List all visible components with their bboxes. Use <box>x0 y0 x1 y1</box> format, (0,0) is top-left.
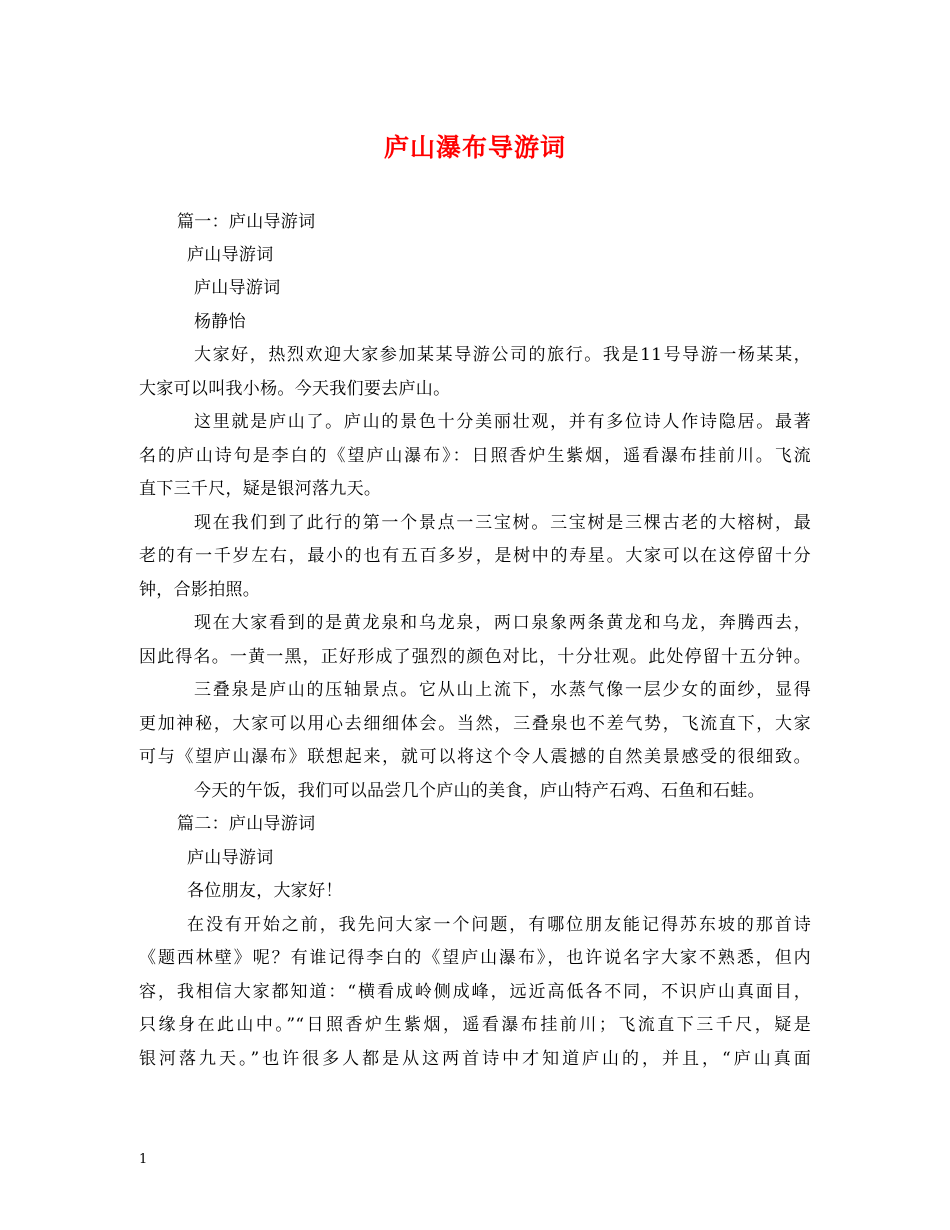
subtitle-line: 庐山导游词 <box>187 848 274 868</box>
paragraph-line: 大家可以叫我小杨。今天我们要去庐山。 <box>139 379 451 399</box>
paragraph-line: 容，我相信大家都知道：“横看成岭侧成峰，远近高低各不同，不识庐山真面目， <box>139 982 811 1002</box>
section-heading-2: 篇二：庐山导游词 <box>177 814 316 834</box>
paragraph-line: 在没有开始之前，我先问大家一个问题，有哪位朋友能记得苏东坡的那首诗 <box>187 915 811 935</box>
paragraph-line: 这里就是庐山了。庐山的景色十分美丽壮观，并有多位诗人作诗隐居。最著 <box>194 412 811 432</box>
greeting-line: 各位朋友，大家好！ <box>187 881 343 901</box>
paragraph-line: 直下三千尺，疑是银河落九天。 <box>139 479 382 499</box>
author-line: 杨静怡 <box>194 312 246 332</box>
section-heading-1: 篇一：庐山导游词 <box>177 212 316 232</box>
paragraph-line: 因此得名。一黄一黑，正好形成了强烈的颜色对比，十分壮观。此处停留十五分钟。 <box>139 647 811 667</box>
paragraph-line: 名的庐山诗句是李白的《望庐山瀑布》：日照香炉生紫烟，遥看瀑布挂前川。飞流 <box>139 446 811 466</box>
document-title: 庐山瀑布导游词 <box>383 133 566 162</box>
paragraph-line: 《题西林壁》呢？有谁记得李白的《望庐山瀑布》，也许说名字大家不熟悉，但内 <box>139 948 811 968</box>
paragraph-line: 只缘身在此山中。”“日照香炉生紫烟，遥看瀑布挂前川；飞流直下三千尺，疑是 <box>139 1015 811 1035</box>
paragraph-line: 老的有一千岁左右，最小的也有五百多岁，是树中的寿星。大家可以在这停留十分 <box>139 546 811 566</box>
paragraph-line: 现在大家看到的是黄龙泉和乌龙泉，两口泉象两条黄龙和乌龙，奔腾西去， <box>194 613 811 633</box>
paragraph-line: 钟，合影拍照。 <box>139 580 261 600</box>
page-number: 1 <box>139 1152 148 1167</box>
paragraph-line: 更加神秘，大家可以用心去细细体会。当然，三叠泉也不差气势，飞流直下，大家 <box>139 714 811 734</box>
paragraph-line: 三叠泉是庐山的压轴景点。它从山上流下，水蒸气像一层少女的面纱，显得 <box>194 680 811 700</box>
paragraph-line: 今天的午饭，我们可以品尝几个庐山的美食，庐山特产石鸡、石鱼和石蛙。 <box>194 781 765 801</box>
paragraph-line: 可与《望庐山瀑布》联想起来，就可以将这个令人震撼的自然美景感受的很细致。 <box>139 747 811 767</box>
subtitle-line: 庐山导游词 <box>187 245 274 265</box>
paragraph-line: 现在我们到了此行的第一个景点一三宝树。三宝树是三棵古老的大榕树，最 <box>194 513 811 533</box>
paragraph-line: 银河落九天。”也许很多人都是从这两首诗中才知道庐山的，并且，“庐山真面 <box>139 1049 811 1069</box>
paragraph-line: 大家好，热烈欢迎大家参加某某导游公司的旅行。我是11号导游一杨某某， <box>194 345 811 365</box>
subtitle-line: 庐山导游词 <box>194 278 281 298</box>
